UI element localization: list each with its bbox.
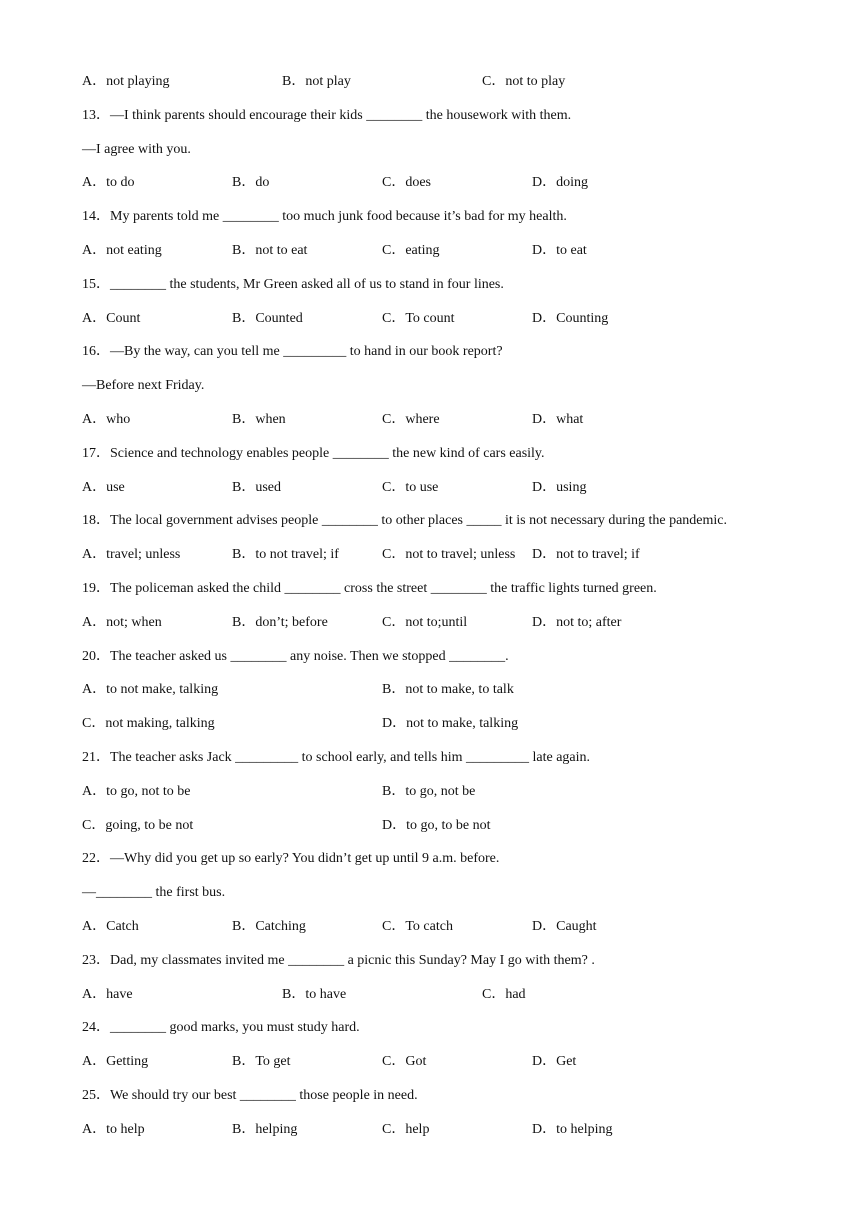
options-row: [82, 72, 802, 106]
question-line: 20．The teacher asked us ________ any noise. Then we stopped ________.: [82, 648, 509, 664]
question-line: 15．________ the students, Mr Green asked all of us to stand in four lines.: [82, 276, 504, 292]
options-row: [82, 714, 802, 748]
option-d: D．using: [532, 479, 587, 495]
question-line: —Before next Friday.: [82, 378, 205, 394]
option-d: D．to go, to be not: [382, 817, 491, 833]
option-a: A．who: [82, 411, 131, 427]
option-c: C．does: [382, 175, 431, 191]
question-line: —________ the first bus.: [82, 885, 226, 901]
options-row: [82, 985, 802, 1019]
option-d: D．doing: [532, 175, 588, 191]
question-line: 14．My parents told me ________ too much junk food because it’s bad for my health.: [82, 209, 567, 225]
options-row: [82, 241, 802, 275]
option-a: A．not; when: [82, 614, 162, 630]
option-d: D．to eat: [532, 242, 587, 258]
options-row: [82, 782, 802, 816]
option-c: C．eating: [382, 242, 440, 258]
options-row: [82, 309, 802, 343]
option-c: C．not to play: [482, 74, 566, 89]
option-b: B．to not travel; if: [232, 547, 339, 563]
question-line: 24．________ good marks, you must study hard.: [82, 1020, 360, 1036]
option-a: A．to not make, talking: [82, 682, 219, 698]
option-a: A．not playing: [82, 74, 170, 89]
question-line: 23．Dad, my classmates invited me ________ a picnic this Sunday? May I go with them? .: [82, 952, 595, 968]
option-c: C．where: [382, 411, 440, 427]
question-line: 21．The teacher asks Jack _________ to school early, and tells him _________ late again.: [82, 749, 591, 765]
option-c: C．To catch: [382, 918, 453, 934]
option-c: C．help: [382, 1121, 430, 1137]
question-line: 17．Science and technology enables people ________ the new kind of cars easily.: [82, 445, 545, 461]
options-row: [82, 1120, 802, 1154]
answer-options: [82, 917, 682, 937]
option-c: C．not making, talking: [82, 716, 215, 732]
option-b: B．don’t; before: [232, 614, 328, 630]
answer-options: [82, 680, 682, 700]
options-row: [82, 917, 802, 951]
answer-options: [82, 72, 682, 92]
option-d: D．what: [532, 411, 584, 427]
option-b: B．not to make, to talk: [382, 682, 514, 698]
option-c: C．not to;until: [382, 614, 468, 630]
options-row: [82, 173, 802, 207]
answer-options: [82, 816, 682, 836]
options-row: [82, 545, 802, 579]
option-a: A．Getting: [82, 1054, 149, 1070]
options-row: [82, 1052, 802, 1086]
option-d: D．to helping: [532, 1121, 613, 1137]
answer-options: [82, 545, 682, 565]
option-c: C．To count: [382, 310, 455, 326]
option-d: D．not to travel; if: [532, 547, 640, 563]
question-line: —I agree with you.: [82, 141, 191, 157]
question-line: 25．We should try our best ________ those people in need.: [82, 1087, 418, 1103]
option-a: A．Count: [82, 310, 141, 326]
option-b: B．used: [232, 479, 281, 495]
option-b: B．not to eat: [232, 242, 308, 258]
options-row: [82, 613, 802, 647]
option-d: D．not to; after: [532, 614, 622, 630]
option-b: B．to go, not be: [382, 783, 476, 799]
answer-options: [82, 478, 682, 498]
option-a: A．Catch: [82, 918, 139, 934]
option-a: A．to go, not to be: [82, 783, 191, 799]
option-c: C．Got: [382, 1054, 427, 1070]
answer-options: [82, 241, 682, 261]
option-b: B．helping: [232, 1121, 298, 1137]
option-b: B．Counted: [232, 310, 303, 326]
option-d: D．Counting: [532, 310, 609, 326]
option-c: C．to use: [382, 479, 439, 495]
option-d: D．Get: [532, 1054, 577, 1070]
option-a: A．have: [82, 986, 133, 1002]
exam-document: [82, 72, 802, 1154]
option-b: B．when: [232, 411, 286, 427]
question-line: 16．—By the way, can you tell me _________ to hand in our book report?: [82, 344, 503, 360]
answer-options: [82, 613, 682, 633]
answer-options: [82, 410, 682, 430]
answer-options: [82, 985, 682, 1005]
option-b: B．to have: [282, 986, 347, 1002]
options-row: [82, 478, 802, 512]
option-b: B．Catching: [232, 918, 306, 934]
options-row: [82, 410, 802, 444]
option-b: B．not play: [282, 74, 351, 89]
option-a: A．to help: [82, 1121, 145, 1137]
answer-options: [82, 309, 682, 329]
option-a: A．to do: [82, 175, 135, 191]
answer-options: [82, 782, 682, 802]
option-c: C．going, to be not: [82, 817, 194, 833]
option-a: A．use: [82, 479, 125, 495]
answer-options: [82, 1120, 682, 1140]
options-row: [82, 816, 802, 850]
option-d: D．Caught: [532, 918, 597, 934]
question-line: 22．—Why did you get up so early? You didn’t get up until 9 a.m. before.: [82, 851, 500, 867]
option-a: A．not eating: [82, 242, 162, 258]
option-c: C．not to travel; unless: [382, 547, 516, 563]
answer-options: [82, 714, 682, 734]
options-row: [82, 680, 802, 714]
question-line: 18．The local government advises people ________ to other places _____ it is not necessary during the pandemic.: [82, 513, 728, 529]
option-b: B．do: [232, 175, 270, 191]
option-a: A．travel; unless: [82, 547, 181, 563]
answer-options: [82, 173, 682, 193]
question-line: 13．—I think parents should encourage their kids ________ the housework with them.: [82, 107, 572, 123]
option-d: D．not to make, talking: [382, 716, 519, 732]
answer-options: [82, 1052, 682, 1072]
question-line: 19．The policeman asked the child ________ cross the street ________ the traffic lights turned green.: [82, 580, 657, 596]
option-b: B．To get: [232, 1054, 291, 1070]
option-c: C．had: [482, 986, 526, 1002]
